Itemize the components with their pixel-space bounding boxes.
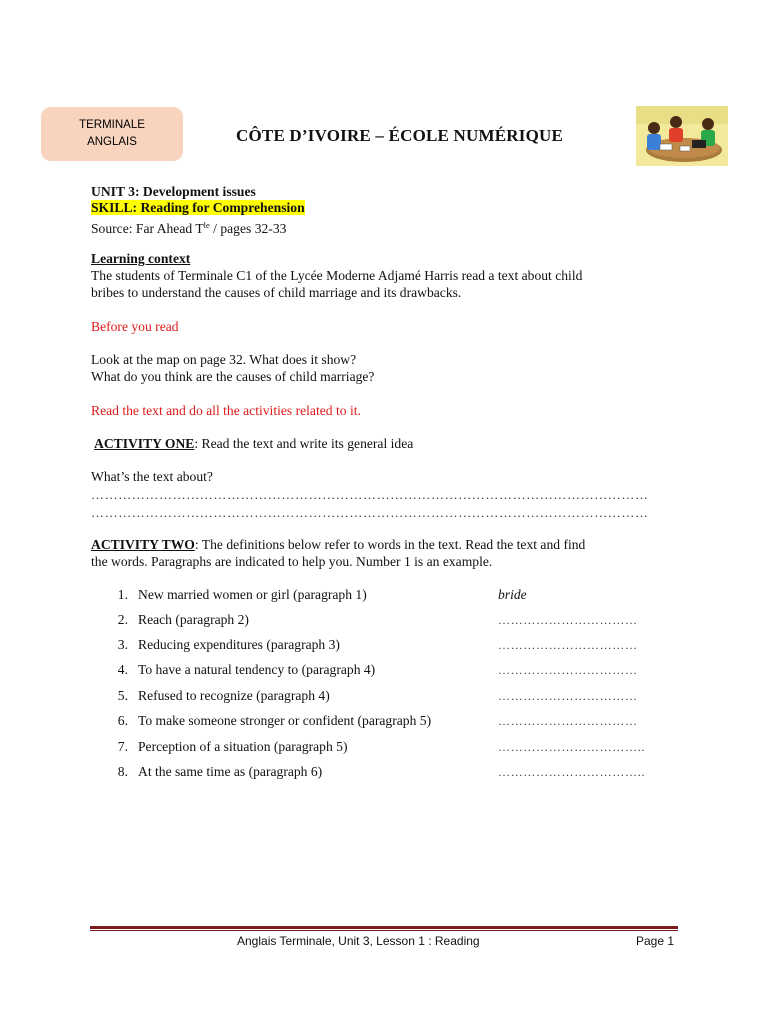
activity-two-instruction-2: the words. Paragraphs are indicated to help you. Number 1 is an example. xyxy=(91,554,493,569)
learning-context-line1: The students of Terminale C1 of the Lycée Moderne Adjamé Harris read a text about child xyxy=(91,268,583,283)
activity-two-line1 xyxy=(91,537,585,553)
item-definition: New married women or girl (paragraph 1) xyxy=(138,587,367,602)
source-sup: le xyxy=(203,220,210,230)
level-badge xyxy=(41,107,183,161)
learning-context-heading: Learning context xyxy=(91,251,191,266)
item-number: 2. xyxy=(117,612,128,627)
activity-one-line xyxy=(94,436,413,452)
unit-topic: : Development issues xyxy=(134,184,256,199)
item-definition: To have a natural tendency to (paragraph 4) xyxy=(138,662,376,677)
item-number: 7. xyxy=(117,739,128,754)
item-definition: Reducing expenditures (paragraph 3) xyxy=(138,637,340,652)
item-definition: Reach (paragraph 2) xyxy=(138,612,249,627)
item-definition: Perception of a situation (paragraph 5) xyxy=(138,739,348,754)
list-item xyxy=(0,662,768,678)
footer-rule-thin xyxy=(90,930,678,931)
item-answer-field[interactable]: …………………………… xyxy=(498,689,638,703)
item-number: 4. xyxy=(117,662,128,677)
item-answer-field[interactable]: …………………………… xyxy=(498,663,638,677)
source-prefix: Source: Far Ahead T xyxy=(91,221,204,236)
list-item xyxy=(0,739,768,755)
item-number: 3. xyxy=(117,637,128,652)
item-number: 1. xyxy=(117,587,128,602)
activity-one-instruction: : Read the text and write its general idea xyxy=(194,436,414,451)
page-title: CÔTE D’IVOIRE – ÉCOLE NUMÉRIQUE xyxy=(236,126,564,145)
item-answer-field[interactable]: …………………………….. xyxy=(498,740,646,754)
list-item xyxy=(0,637,768,653)
before-you-read-question1: Look at the map on page 32. What does it show? xyxy=(91,352,357,367)
activity-two-instruction-1: : The definitions below refer to words in the text. Read the text and find xyxy=(194,537,586,552)
source-line xyxy=(91,217,286,237)
item-answer-field[interactable]: …………………………….. xyxy=(498,765,646,779)
item-definition: Refused to recognize (paragraph 4) xyxy=(138,688,330,703)
badge-level: TERMINALE xyxy=(79,119,145,131)
item-answer-field[interactable]: …………………………… xyxy=(498,714,638,728)
item-answer-field[interactable]: …………………………… xyxy=(498,638,638,652)
item-example-answer: bride xyxy=(498,587,527,602)
item-number: 5. xyxy=(117,688,128,703)
item-answer-field[interactable]: …………………………… xyxy=(498,613,638,627)
item-number: 6. xyxy=(117,713,128,728)
activity-one-question: What’s the text about? xyxy=(91,469,213,484)
item-definition: To make someone stronger or confident (paragraph 5) xyxy=(138,713,432,728)
item-definition: At the same time as (paragraph 6) xyxy=(138,764,323,779)
skill-line xyxy=(91,200,305,216)
activity-two-label: ACTIVITY TWO xyxy=(91,537,195,552)
answer-line-2[interactable]: …………………………………………………………………………………………………………… xyxy=(91,506,649,520)
footer-lesson-title: Anglais Terminale, Unit 3, Lesson 1 : Reading xyxy=(237,934,480,948)
source-suffix: / pages 32-33 xyxy=(209,221,287,236)
list-item xyxy=(0,587,768,603)
page-number: Page 1 xyxy=(636,934,675,948)
list-item xyxy=(0,764,768,780)
activity-one-label: ACTIVITY ONE xyxy=(94,436,195,451)
list-item xyxy=(0,612,768,628)
unit-label: UNIT 3 xyxy=(91,184,135,199)
learning-context-line2: bribes to understand the causes of child marriage and its drawbacks. xyxy=(91,285,462,300)
footer-rule xyxy=(90,926,678,929)
unit-line xyxy=(91,184,256,200)
before-you-read-heading: Before you read xyxy=(91,319,179,334)
list-item xyxy=(0,713,768,729)
list-item xyxy=(0,688,768,704)
before-you-read-question2: What do you think are the causes of child marriage? xyxy=(91,369,375,384)
badge-subject: ANGLAIS xyxy=(87,136,137,148)
item-number: 8. xyxy=(117,764,128,779)
answer-line-1[interactable]: …………………………………………………………………………………………………………… xyxy=(91,488,649,502)
skill-highlight: SKILL: Reading for Comprehension xyxy=(91,200,305,215)
reading-instruction: Read the text and do all the activities related to it. xyxy=(91,403,361,418)
students-at-table-illustration xyxy=(636,106,728,166)
